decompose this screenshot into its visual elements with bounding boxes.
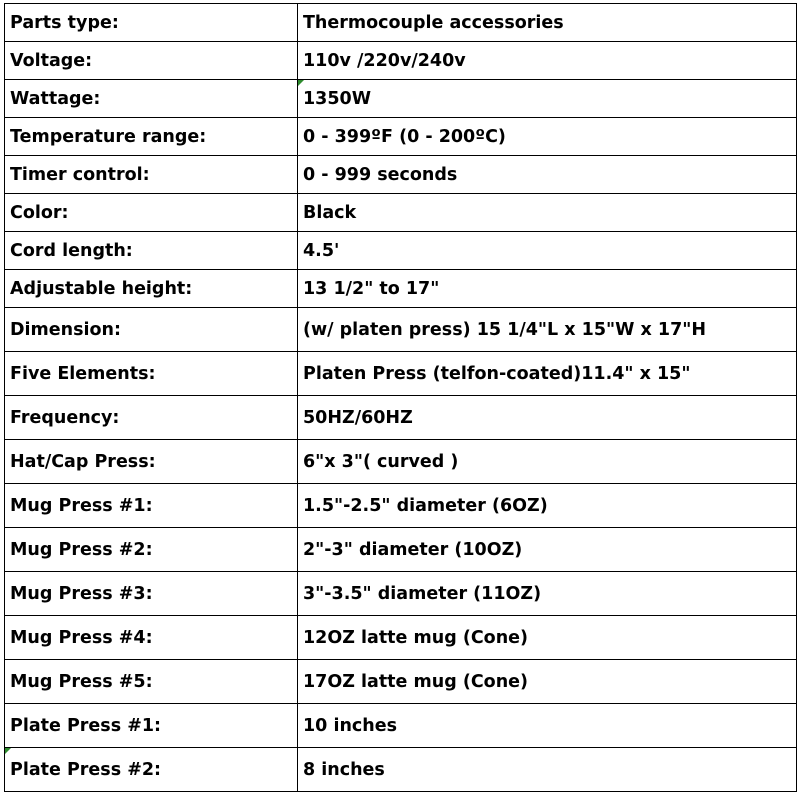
spec-value: Platen Press (telfon-coated)11.4" x 15" — [298, 352, 797, 396]
table-row — [5, 352, 797, 396]
spec-value: 0 - 999 seconds — [298, 156, 797, 194]
spec-value: 8 inches — [298, 748, 797, 792]
table-row — [5, 270, 797, 308]
spec-value: 110v /220v/240v — [298, 42, 797, 80]
spec-value: 3"-3.5" diameter (11OZ) — [298, 572, 797, 616]
spec-value: 17OZ latte mug (Cone) — [298, 660, 797, 704]
spec-value: (w/ platen press) 15 1/4"L x 15"W x 17"H — [298, 308, 797, 352]
spec-label — [5, 748, 298, 792]
table-row — [5, 156, 797, 194]
table-row — [5, 616, 797, 660]
spec-label: Mug Press #1: — [5, 484, 298, 528]
spec-value: 0 - 399ºF (0 - 200ºC) — [298, 118, 797, 156]
table-row — [5, 660, 797, 704]
table-row — [5, 528, 797, 572]
spec-label: Hat/Cap Press: — [5, 440, 298, 484]
spec-label: Five Elements: — [5, 352, 298, 396]
cell-comment-marker — [5, 748, 11, 754]
spec-label: Temperature range: — [5, 118, 298, 156]
spec-label: Frequency: — [5, 396, 298, 440]
spec-value: Black — [298, 194, 797, 232]
spec-value: 2"-3" diameter (10OZ) — [298, 528, 797, 572]
cell-comment-marker — [298, 80, 304, 86]
spec-value — [298, 80, 797, 118]
table-row — [5, 194, 797, 232]
spec-label: Mug Press #2: — [5, 528, 298, 572]
spec-value: 10 inches — [298, 704, 797, 748]
spec-label: Color: — [5, 194, 298, 232]
table-row — [5, 232, 797, 270]
spec-value-text: 1350W — [303, 88, 372, 109]
table-row — [5, 118, 797, 156]
spec-label: Plate Press #1: — [5, 704, 298, 748]
table-row — [5, 4, 797, 42]
table-row — [5, 440, 797, 484]
table-row — [5, 308, 797, 352]
table-row — [5, 42, 797, 80]
spec-value: 4.5' — [298, 232, 797, 270]
table-row — [5, 80, 797, 118]
spec-value: 13 1/2" to 17" — [298, 270, 797, 308]
spec-value: 12OZ latte mug (Cone) — [298, 616, 797, 660]
spec-label: Dimension: — [5, 308, 298, 352]
spec-label: Cord length: — [5, 232, 298, 270]
spec-label-text: Plate Press #2: — [10, 759, 162, 780]
spec-label: Parts type: — [5, 4, 298, 42]
spec-label: Wattage: — [5, 80, 298, 118]
spec-label: Timer control: — [5, 156, 298, 194]
spec-label: Voltage: — [5, 42, 298, 80]
table-row — [5, 748, 797, 792]
table-row — [5, 572, 797, 616]
table-row — [5, 484, 797, 528]
spec-table — [4, 3, 797, 792]
table-row — [5, 704, 797, 748]
spec-value: 1.5"-2.5" diameter (6OZ) — [298, 484, 797, 528]
spec-value: Thermocouple accessories — [298, 4, 797, 42]
spec-label: Mug Press #4: — [5, 616, 298, 660]
spec-value: 6"x 3"( curved ) — [298, 440, 797, 484]
table-row — [5, 396, 797, 440]
spec-label: Mug Press #5: — [5, 660, 298, 704]
spec-value: 50HZ/60HZ — [298, 396, 797, 440]
spec-label: Adjustable height: — [5, 270, 298, 308]
spec-label: Mug Press #3: — [5, 572, 298, 616]
